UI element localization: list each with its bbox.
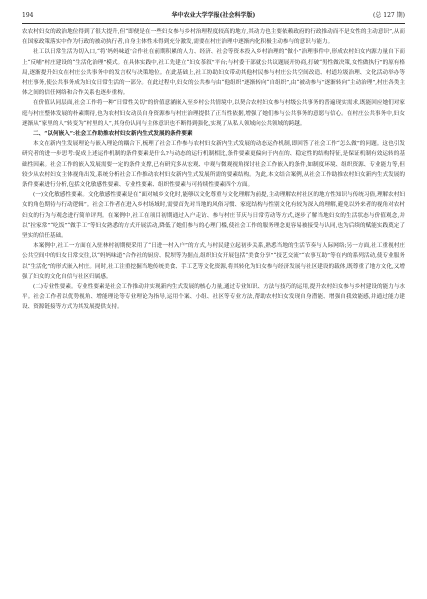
section-heading: 二、“以何嵌入”:社会工作助推农村妇女新内生式发展的条件要素 — [33, 131, 193, 138]
paragraph: 本案例中,社工一方面在入驻林村初期便采用了“日进一村入户”的方式,与村民建立起初步关系,熟悉当地的生活节奏与人际网络;另一方面,社工重视村庄公共空间中的妇女日常交往,以“妈妈味道”合作社的厨房、院坝等为据点,组织妇女开展包括“美食分享”“技艺交流”“农事互助”等在内的系列活动,使专业服务以“生活化”的形式嵌入村庄。同时,社工注重挖掘当地传统美食、手工艺等文化资源,将其转化为妇女参与经济发展与社区建设的载体,既尊重了地方文化,又增强了妇女的文化自信与社区归属感。 — [22, 243, 405, 280]
header-rule — [22, 23, 405, 24]
paragraph: 农农村妇女的政治地位得到了很大提升,但“即便是在一些妇女参与乡村治理程度较高的地方,其动力也主要依赖政府的行政推动而不是女性的主动意识”,从而在国家政策落实中作为行政的被动执行者,自身主体性未得到充分激发,需要在村庄治理中逐渐内化积极主动参与的意识与能力。 — [22, 29, 405, 46]
paragraph: (一)文化敏感性要素。文化敏感性要素是在“面对城乡文化时,能够以文化尊重与文化理解为前提,主动理解农村社区的地方性知识与传统习俗,理解农村妇女的角色期待与行动逻辑”。社会工作者在进入乡村场域时,需要首先对当地的风俗习惯、家庭结构与性别文化有较为深入的理解,避免以外来者的视角对农村妇女的行为与观念进行简单评判。在案例中,社工在项目初期通过入户走访、参与村庄节庆与日常劳动等方式,逐步了解当地妇女的生活状态与价值观念,并以“拉家常”“吃饭”“做手工”等妇女熟悉的方式开展活动,降低了她们参与的心理门槛,使社会工作的服务理念更容易被接受与认同,也为后续的赋能实践奠定了坚实的信任基础。 — [22, 192, 405, 240]
journal-title: 华中农业大学学报(社会科学版) — [171, 12, 256, 19]
page-header — [22, 10, 405, 22]
issue-number: (总 127 期) — [373, 12, 405, 19]
paragraph: 在价值认同层面,社会工作将一种“日常性关切”的价值意涵嵌入至乡村公共情境中,以契合农村妇女参与村级公共事务的普遍现实需求,既能回应她们对家庭与村庄整体发展的朴素期待,也为农村妇女动员自身资源参与村庄治理提供了正当性依据,增强了她们参与公共事务的意愿与信心。在村庄公共事务中,妇女逐渐从“家里的人”转变为“村里的人”,其身份认同与主体意识也不断得到强化,实现了从私人领域向公共领域的跨越。 — [22, 100, 405, 127]
paragraph: 社工以日常生活为切入口,“将‘妈妈味道’合作社在前期积累的人力、经济、社会等资本投入乡村治理的“做小”治理事件中,形成农村妇女内源力量自下而上“反哺”村庄建设的“生活化治理”模式。在具体实践中,社工先建立“妇女茶叙”平台;与村委干部就公共议题展开协商,打破“男性做决策,女性做执行”的原有格局,逐渐提升妇女在村庄公共事务中的发言权与决策地位。在此基础上,社工协助妇女带动其他村民参与村庄公共空间改造、村道垃圾治理、文化活动举办等村庄事务,使公共事务成为妇女日常生活的一部分。在此过程中,妇女的公共参与由“他组织”逐渐转向“自组织”,由“被动参与”逐渐转向“主动治理”,村庄各类主体之间的信任网络和合作关系也逐步重构。 — [22, 49, 405, 97]
paragraph: (二)专业性要素。专业性要素是社会工作推动并实现新内生式发展的核心力量,通过专业知识、方法与技巧的运用,提升农村妇女参与乡村建设的能力与水平。社会工作者以优势视角、增能理论等专业理论为指导,运用个案、小组、社区等专业方法,帮助农村妇女发现自身潜能、增强自我效能感,并通过能力建设、资源链接等方式为其发展提供支持。 — [22, 284, 405, 311]
paragraph: 本文在新内生发展理论与嵌入理论的耦合下,梳理了社会工作参与农村妇女新内生式发展的动态运作机制,即回答了社会工作“怎么做”的问题。这也引发研究者的进一步思考:促成上述运作机制的条件要素是什么?与动态的运行机制相比,条件要素更偏向于内在的、稳定性的结构特征,是保证机制有效运转的基础性因素。社会工作的嵌入发展需要一定的条件支撑,已有研究多从宏观、中观与微观视角探讨社会工作嵌入的条件,如制度环境、组织资源、专业能力等,但较少从农村妇女主体视角出发,系统分析社会工作推动农村妇女新内生式发展所需的要素结构。为此,本文结合案例,从社会工作助推农村妇女新内生式发展的条件要素进行分析,包括文化敏感性要素、专业性要素、组织性要素与可持续性要素四个方面。 — [22, 141, 405, 189]
article-body — [22, 27, 405, 593]
page-number: 194 — [22, 12, 34, 19]
